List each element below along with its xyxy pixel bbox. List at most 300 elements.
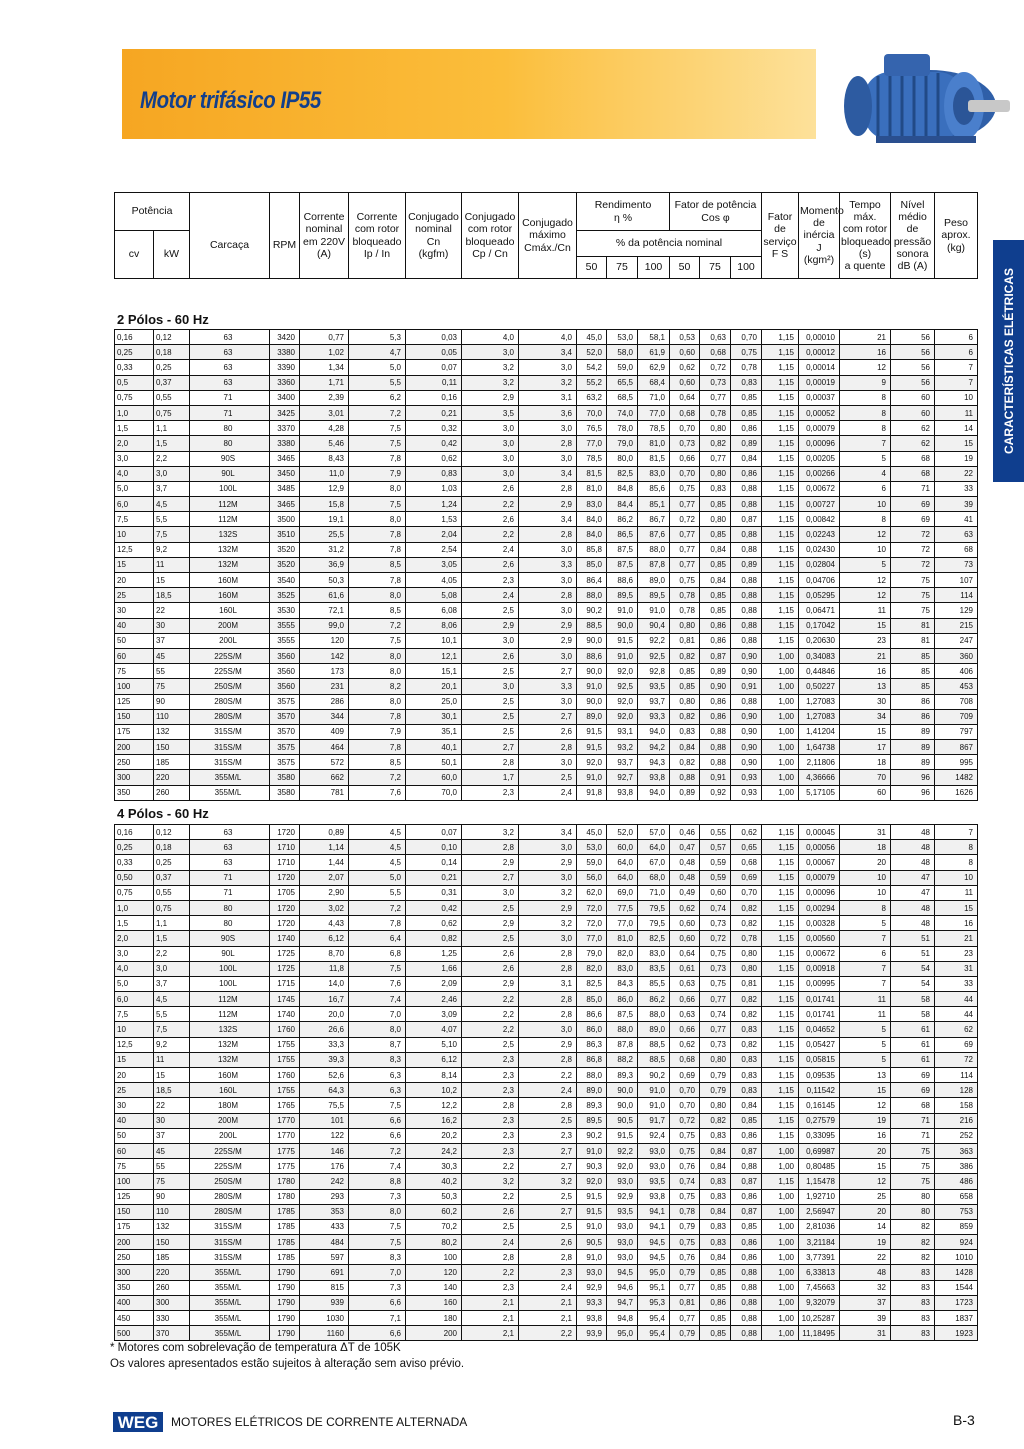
table-cell: 350 [115,785,154,800]
table-row [115,1037,978,1052]
table-cell: 88,6 [607,573,638,588]
table-cell: 63 [190,855,270,870]
table-cell: 2,5 [462,664,519,679]
table-cell: 82,5 [577,976,607,991]
table-cell: 100 [115,1174,154,1189]
table-cell: 30 [840,694,891,709]
table-cell: 7,5 [154,1022,190,1037]
table-cell: 0,86 [700,633,731,648]
table-row [115,694,978,709]
table-cell: 2,2 [462,992,519,1007]
table-cell: 88,2 [607,1052,638,1067]
table-cell: 5 [840,1037,891,1052]
table-cell: 7,8 [349,573,406,588]
table-cell: 0,86 [700,1295,731,1310]
table-row [115,724,978,739]
table-cell: 1745 [270,992,300,1007]
table-cell: 91,5 [607,1128,638,1143]
table-cell: 3,02 [300,900,349,915]
hdr-rpm: RPM [270,193,300,279]
table-cell: 360 [935,648,978,663]
table-cell: 200M [190,618,270,633]
table-cell: 250S/M [190,1174,270,1189]
section-title-2-polos: 2 Pólos - 60 Hz [117,312,209,327]
table-cell: 3510 [270,527,300,542]
table-cell: 77,0 [607,916,638,931]
hdr-kw: kW [154,231,190,279]
table-cell: 1,15 [762,1068,799,1083]
table-cell: 93,3 [577,1295,607,1310]
table-cell: 8 [935,840,978,855]
table-cell: 0,70 [670,466,700,481]
table-cell: 15 [840,618,891,633]
table-cell: 80 [891,1204,935,1219]
table-cell: 0,60 [670,916,700,931]
table-2-polos [114,329,978,801]
table-cell: 22 [840,1250,891,1265]
table-cell: 75,5 [300,1098,349,1113]
table-row [115,825,978,840]
table-cell: 3,01 [300,405,349,420]
table-cell: 8,2 [349,679,406,694]
table-cell: 484 [300,1235,349,1250]
table-cell: 0,90 [731,709,762,724]
table-cell: 7 [840,961,891,976]
table-cell: 0,75 [700,946,731,961]
table-cell: 79,0 [607,436,638,451]
table-cell: 3520 [270,542,300,557]
table-cell: 85,8 [577,542,607,557]
table-cell: 89,3 [577,1098,607,1113]
table-cell: 176 [300,1159,349,1174]
table-cell: 433 [300,1219,349,1234]
table-cell: 1720 [270,916,300,931]
table-cell: 11 [840,1007,891,1022]
hdr-conjugado-rotor: Conjugado com rotor bloqueado Cp / Cn [462,193,519,279]
table-cell: 89,5 [607,588,638,603]
table-cell: 0,90 [731,740,762,755]
table-cell: 1,15 [762,885,799,900]
table-cell: 7,5 [349,1219,406,1234]
table-cell: 0,92 [700,785,731,800]
table-cell: 3,21184 [799,1235,840,1250]
table-cell: 200 [115,1235,154,1250]
table-cell: 1,64738 [799,740,840,755]
table-row [115,870,978,885]
table-cell: 56 [891,345,935,360]
table-cell: 60 [891,390,935,405]
table-cell: 0,86 [731,1189,762,1204]
table-cell: 0,21 [406,870,462,885]
table-cell: 8,0 [349,1022,406,1037]
table-cell: 0,62 [406,916,462,931]
table-cell: 93,3 [638,709,670,724]
table-cell: 0,73 [700,961,731,976]
table-cell: 91,0 [577,1143,607,1158]
hdr-pct-col: 100 [731,257,762,279]
table-cell: 1,15 [762,375,799,390]
table-cell: 50 [115,1128,154,1143]
table-row [115,633,978,648]
table-cell: 0,86 [731,466,762,481]
table-cell: 70 [840,770,891,785]
table-cell: 0,84 [700,542,731,557]
table-cell: 60 [115,648,154,663]
table-cell: 3,05 [406,557,462,572]
table-row [115,451,978,466]
table-cell: 0,46 [670,825,700,840]
table-cell: 89,0 [577,709,607,724]
table-cell: 7,0 [349,1265,406,1280]
table-cell: 3,4 [519,512,577,527]
table-cell: 101 [300,1113,349,1128]
table-cell: 2,54 [406,542,462,557]
table-cell: 0,73 [700,375,731,390]
table-cell: 355M/L [190,1311,270,1326]
table-cell: 87,6 [638,527,670,542]
table-cell: 1785 [270,1204,300,1219]
table-cell: 75 [154,679,190,694]
table-cell: 0,00014 [799,360,840,375]
table-cell: 92,8 [638,664,670,679]
table-cell: 55,2 [577,375,607,390]
table-cell: 3,0 [519,755,577,770]
table-cell: 1,00 [762,1159,799,1174]
table-cell: 3,4 [519,345,577,360]
table-cell: 86 [891,694,935,709]
table-row [115,1250,978,1265]
table-cell: 60,2 [406,1204,462,1219]
table-cell: 7,5 [349,421,406,436]
table-cell: 1030 [300,1311,349,1326]
table-cell: 5,10 [406,1037,462,1052]
table-cell: 0,80 [731,961,762,976]
table-cell: 63 [190,330,270,345]
table-cell: 2,0 [115,436,154,451]
table-cell: 95,4 [638,1326,670,1341]
table-cell: 93,0 [577,1265,607,1280]
table-cell: 146 [300,1143,349,1158]
table-cell: 5,5 [154,512,190,527]
table-cell: 93,0 [607,1250,638,1265]
table-cell: 1,00 [762,1235,799,1250]
table-cell: 6 [935,345,978,360]
table-cell: 0,77 [700,992,731,1007]
table-cell: 1,15 [762,497,799,512]
table-cell: 1923 [935,1326,978,1341]
table-cell: 2,8 [519,436,577,451]
table-cell: 8 [935,855,978,870]
table-cell: 16 [840,345,891,360]
table-cell: 12,9 [300,481,349,496]
table-cell: 3,7 [154,481,190,496]
table-cell: 2,3 [462,1128,519,1143]
table-cell: 0,69 [731,870,762,885]
table-row [115,976,978,991]
table-cell: 9,32079 [799,1295,840,1310]
table-cell: 83 [891,1280,935,1295]
table-cell: 5,3 [349,330,406,345]
table-cell: 132S [190,1022,270,1037]
table-cell: 1,00 [762,1295,799,1310]
table-cell: 4,0 [462,330,519,345]
table-cell: 0,5 [115,375,154,390]
table-cell: 2,7 [519,664,577,679]
table-cell: 95,0 [607,1326,638,1341]
table-row [115,1159,978,1174]
table-cell: 0,86 [731,421,762,436]
table-cell: 6,4 [349,931,406,946]
table-cell: 2,9 [519,1037,577,1052]
table-cell: 1,5 [115,421,154,436]
table-cell: 1,15 [762,618,799,633]
table-cell: 20 [840,1143,891,1158]
table-cell: 80,0 [607,451,638,466]
table-cell: 0,87 [731,1204,762,1219]
table-cell: 6,6 [349,1113,406,1128]
table-cell: 8 [840,512,891,527]
table-cell: 36,9 [300,557,349,572]
table-cell: 2,2 [462,1007,519,1022]
table-cell: 160L [190,1083,270,1098]
table-row [115,1113,978,1128]
hdr-pct-col: 50 [670,257,700,279]
table-cell: 3400 [270,390,300,405]
table-cell: 1755 [270,1083,300,1098]
table-cell: 216 [935,1113,978,1128]
table-cell: 5,0 [115,481,154,496]
table-cell: 7,4 [349,1159,406,1174]
table-cell: 363 [935,1143,978,1158]
table-cell: 0,88 [731,618,762,633]
table-cell: 44 [935,992,978,1007]
table-cell: 50 [115,633,154,648]
table-cell: 3520 [270,557,300,572]
table-cell: 1,15 [762,436,799,451]
table-cell: 82 [891,1250,935,1265]
table-cell: 0,00294 [799,900,840,915]
table-cell: 2,3 [462,1068,519,1083]
table-cell: 0,70 [731,330,762,345]
table-cell: 0,78 [700,405,731,420]
table-cell: 0,64 [670,390,700,405]
table-row [115,900,978,915]
table-cell: 92,0 [607,664,638,679]
table-cell: 8,5 [349,557,406,572]
table-cell: 114 [935,1068,978,1083]
table-cell: 93,0 [638,1159,670,1174]
hdr-pct-potencia: % da potência nominal [577,231,762,257]
table-cell: 4,43 [300,916,349,931]
table-cell: 34 [840,709,891,724]
table-cell: 33,3 [300,1037,349,1052]
table-cell: 93,8 [638,1189,670,1204]
table-cell: 0,88 [731,694,762,709]
table-cell: 1790 [270,1326,300,1341]
table-cell: 0,84 [700,1250,731,1265]
table-cell: 220 [154,770,190,785]
table-cell: 90,0 [607,618,638,633]
table-cell: 0,75 [670,1235,700,1250]
table-cell: 30 [154,618,190,633]
table-cell: 2,5 [462,709,519,724]
table-cell: 0,77 [670,542,700,557]
table-cell: 0,88 [700,755,731,770]
table-cell: 0,68 [670,405,700,420]
table-cell: 0,85 [700,1326,731,1341]
table-cell: 3370 [270,421,300,436]
table-cell: 40,1 [406,740,462,755]
table-cell: 0,85 [731,390,762,405]
table-cell: 453 [935,679,978,694]
table-cell: 1740 [270,1007,300,1022]
page-number: B-3 [953,1412,975,1428]
table-cell: 160M [190,588,270,603]
table-cell: 20,1 [406,679,462,694]
table-cell: 2,5 [462,724,519,739]
table-cell: 1755 [270,1052,300,1067]
table-cell: 1740 [270,931,300,946]
table-cell: 85,5 [638,976,670,991]
table-cell: 90,2 [638,1068,670,1083]
table-cell: 1785 [270,1219,300,1234]
table-cell: 25 [115,588,154,603]
table-cell: 63 [935,527,978,542]
table-cell: 85,1 [638,497,670,512]
table-cell: 0,62 [731,825,762,840]
table-row [115,542,978,557]
table-cell: 91,8 [577,785,607,800]
table-cell: 91,7 [638,1113,670,1128]
table-cell: 86,0 [607,992,638,1007]
table-cell: 80,2 [406,1235,462,1250]
table-cell: 0,84 [670,740,700,755]
table-cell: 0,07 [406,360,462,375]
table-cell: 0,25 [115,345,154,360]
table-cell: 90,2 [577,1128,607,1143]
table-cell: 3380 [270,345,300,360]
table-cell: 94,0 [638,785,670,800]
table-cell: 51 [891,931,935,946]
table-cell: 68 [891,1098,935,1113]
table-cell: 5,46 [300,436,349,451]
table-cell: 132M [190,1037,270,1052]
table-cell: 2,5 [519,770,577,785]
table-cell: 0,88 [700,724,731,739]
table-cell: 90S [190,931,270,946]
table-cell: 1,15 [762,1113,799,1128]
table-cell: 8,3 [349,1250,406,1265]
table-cell: 2,8 [519,1250,577,1265]
table-cell: 72 [891,542,935,557]
table-cell: 0,16 [115,825,154,840]
table-cell: 6 [840,481,891,496]
table-cell: 2,9 [462,390,519,405]
table-cell: 1,15 [762,466,799,481]
table-cell: 94,5 [638,1250,670,1265]
table-cell: 3575 [270,755,300,770]
table-cell: 1,00 [762,1265,799,1280]
table-cell: 61 [891,1052,935,1067]
table-cell: 74,0 [607,405,638,420]
table-cell: 0,00056 [799,840,840,855]
table-cell: 160L [190,603,270,618]
table-cell: 0,59 [700,870,731,885]
table-cell: 7,5 [115,1007,154,1022]
table-cell: 1,15 [762,421,799,436]
table-row [115,1143,978,1158]
hdr-tempo-max: Tempo máx. com rotor bloqueado (s) a quente [840,193,891,279]
table-cell: 0,84 [700,573,731,588]
table-cell: 2,6 [519,1235,577,1250]
table-cell: 662 [300,770,349,785]
table-cell: 14 [840,1219,891,1234]
table-cell: 315S/M [190,1250,270,1265]
table-cell: 84,3 [607,976,638,991]
table-cell: 75 [891,573,935,588]
table-cell: 63,2 [577,390,607,405]
table-header [114,192,978,279]
table-cell: 180M [190,1098,270,1113]
table-cell: 45 [154,1143,190,1158]
table-cell: 0,00672 [799,481,840,496]
table-cell: 0,06471 [799,603,840,618]
table-cell: 7,5 [154,527,190,542]
table-row [115,1311,978,1326]
table-cell: 691 [300,1265,349,1280]
table-cell: 9,2 [154,1037,190,1052]
table-cell: 7,8 [349,740,406,755]
table-cell: 2,5 [462,931,519,946]
table-cell: 84,0 [577,512,607,527]
table-cell: 90L [190,946,270,961]
table-cell: 2,5 [519,1219,577,1234]
table-cell: 0,83 [731,1022,762,1037]
table-cell: 200M [190,1113,270,1128]
table-cell: 0,33095 [799,1128,840,1143]
table-cell: 2,7 [519,709,577,724]
table-cell: 8,43 [300,451,349,466]
table-row [115,375,978,390]
table-cell: 78,5 [638,421,670,436]
table-cell: 59,0 [607,360,638,375]
table-cell: 1,24 [406,497,462,512]
table-cell: 0,11542 [799,1083,840,1098]
table-cell: 112M [190,512,270,527]
table-cell: 3,0 [519,603,577,618]
table-cell: 400 [115,1295,154,1310]
table-cell: 0,88 [700,740,731,755]
table-cell: 0,84 [700,1159,731,1174]
table-cell: 40,2 [406,1174,462,1189]
table-cell: 0,75 [115,885,154,900]
table-row [115,481,978,496]
table-cell: 0,88 [731,1311,762,1326]
table-cell: 114 [935,588,978,603]
table-cell: 92,9 [577,1280,607,1295]
table-cell: 91,0 [638,603,670,618]
table-cell: 15 [154,573,190,588]
table-cell: 252 [935,1128,978,1143]
table-cell: 39 [935,497,978,512]
table-cell: 0,82 [731,900,762,915]
table-cell: 7,8 [349,916,406,931]
table-cell: 0,05 [406,345,462,360]
table-cell: 16 [840,664,891,679]
table-cell: 6,12 [406,1052,462,1067]
table-cell: 93,7 [607,755,638,770]
table-cell: 355M/L [190,1295,270,1310]
